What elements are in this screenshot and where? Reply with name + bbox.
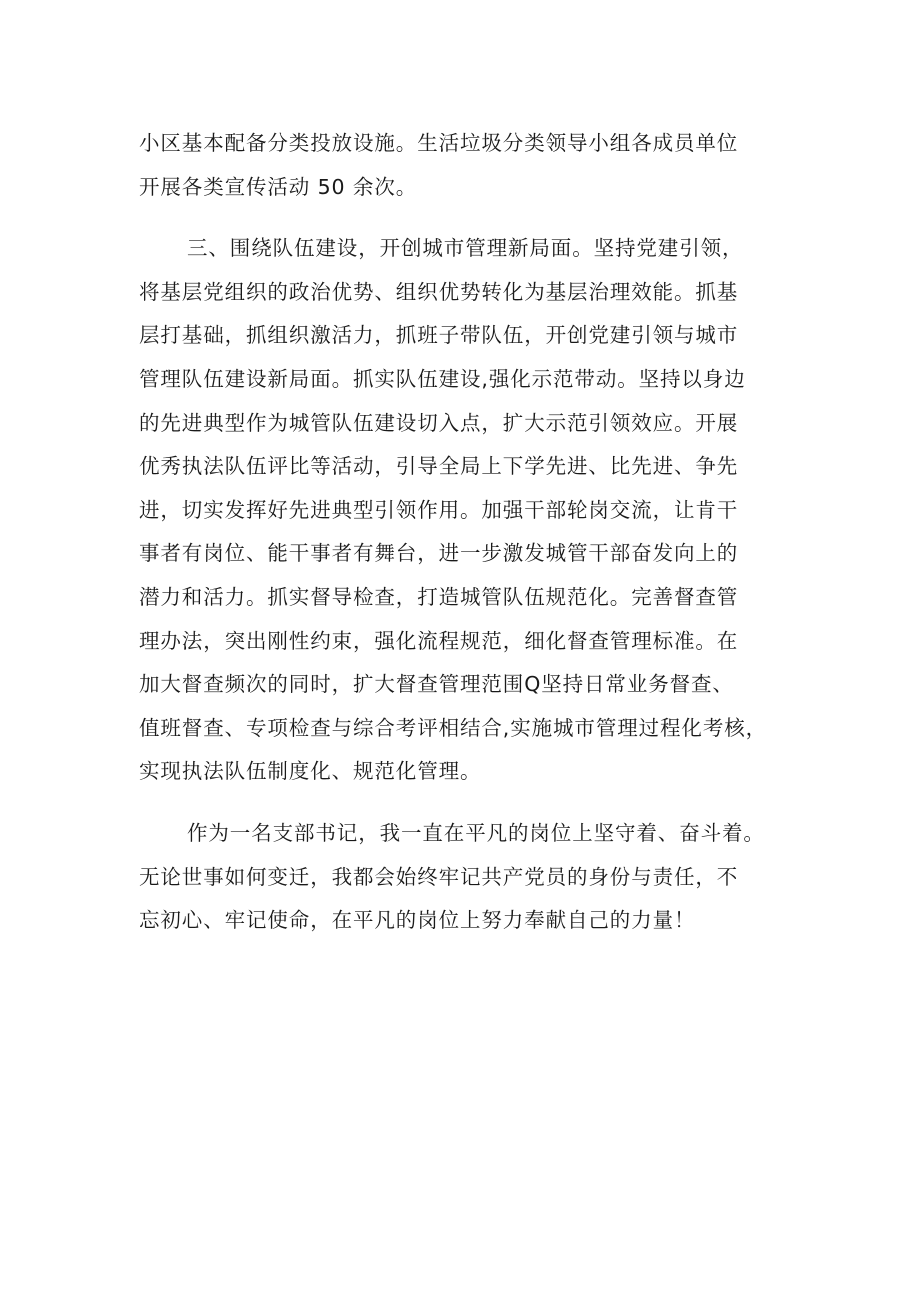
paragraph-line: 加大督查频次的同时，扩大督查管理范围Q坚持日常业务督查、 bbox=[139, 672, 734, 697]
paragraph-line: 进，切实发挥好先进典型引领作用。加强干部轮岗交流，让肯干 bbox=[139, 497, 739, 522]
paragraph-line: 优秀执法队伍评比等活动，引导全局上下学先进、比先进、争先 bbox=[139, 454, 739, 479]
paragraph-line: 将基层党组织的政治优势、组织优势转化为基层治理效能。抓基 bbox=[139, 279, 739, 304]
paragraph-line: 忘初心、牢记使命，在平凡的岗位上努力奉献自己的力量！ bbox=[139, 908, 696, 933]
paragraph-2 bbox=[139, 227, 799, 794]
paragraph-line: 层打基础，抓组织激活力，抓班子带队伍，开创党建引领与城市 bbox=[139, 323, 739, 348]
paragraph-line: 理办法，突出刚性约束，强化流程规范，细化督查管理标准。在 bbox=[139, 628, 739, 653]
paragraph-line: 事者有岗位、能干事者有舞台，进一步激发城管干部奋发向上的 bbox=[139, 541, 739, 566]
paragraph-line: 值班督查、专项检查与综合考评相结合,实施城市管理过程化考核， bbox=[139, 715, 768, 740]
paragraph-1 bbox=[139, 122, 799, 209]
paragraph-gap bbox=[139, 794, 799, 812]
paragraph-line: 作为一名支部书记，我一直在平凡的岗位上坚守着、奋斗着。 bbox=[187, 820, 765, 845]
paragraph-line: 潜力和活力。抓实督导检查，打造城管队伍规范化。完善督查管 bbox=[139, 584, 739, 609]
paragraph-line: 管理队伍建设新局面。抓实队伍建设,强化示范带动。坚持以身边 bbox=[139, 366, 746, 391]
paragraph-3 bbox=[139, 812, 799, 943]
paragraph-line: 的先进典型作为城管队伍建设切入点，扩大示范引领效应。开展 bbox=[139, 410, 739, 435]
paragraph-line: 三、围绕队伍建设，开创城市管理新局面。坚持党建引领， bbox=[187, 236, 744, 261]
paragraph-gap bbox=[139, 209, 799, 227]
paragraph-line: 无论世事如何变迁，我都会始终牢记共产党员的身份与责任，不 bbox=[139, 864, 739, 889]
document-body bbox=[139, 122, 799, 943]
paragraph-line: 小区基本配备分类投放设施。生活垃圾分类领导小组各成员单位 bbox=[139, 131, 739, 155]
paragraph-line: 开展各类宣传活动 50 余次。 bbox=[139, 174, 418, 199]
paragraph-line: 实现执法队伍制度化、规范化管理。 bbox=[139, 759, 482, 784]
